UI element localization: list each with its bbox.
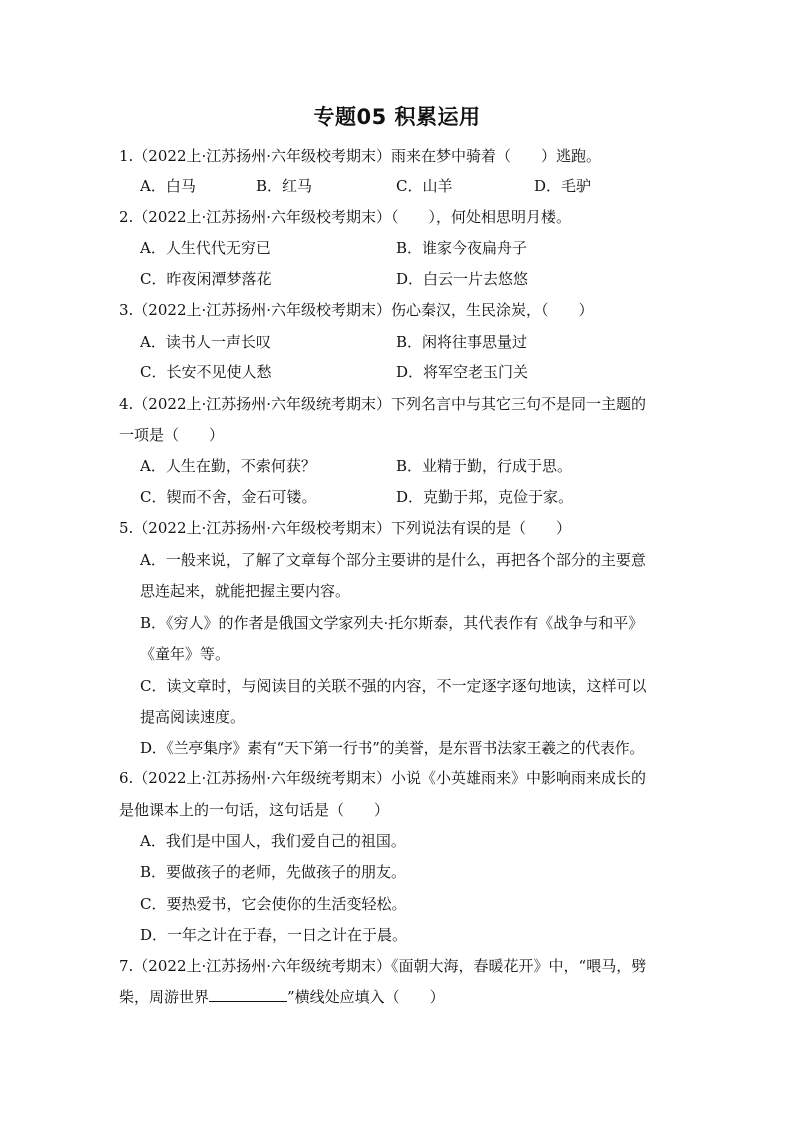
question-6-option-a: A．我们是中国人，我们爱自己的祖国。 xyxy=(140,832,406,850)
question-4-option-c: C．锲而不舍，金石可镂。 xyxy=(140,488,317,506)
question-4-stem-line-2: 一项是（ ） xyxy=(119,426,225,444)
question-1-option-c: C．山羊 xyxy=(396,177,453,195)
question-3-option-d: D．将军空老玉门关 xyxy=(396,363,529,381)
question-5-option-b-line-1: B．《穷人》的作者是俄国文学家列夫·托尔斯泰，其代表作有《战争与和平》 xyxy=(140,614,644,632)
question-2-option-c: C．昨夜闲潭梦落花 xyxy=(140,270,272,288)
question-5-option-d: D．《兰亭集序》素有“天下第一行书”的美誉，是东晋书法家王羲之的代表作。 xyxy=(140,739,645,757)
question-6-stem-line-1: 6.（2022上·江苏扬州·六年级统考期末）小说《小英雄雨来》中影响雨来成长的 xyxy=(119,769,647,787)
question-3-stem: 3.（2022上·江苏扬州·六年级校考期末）伤心秦汉，生民涂炭，（ ） xyxy=(119,301,594,319)
question-1-stem: 1.（2022上·江苏扬州·六年级校考期末）雨来在梦中骑着（ ）逃跑。 xyxy=(119,147,602,165)
question-3-option-c: C．长安不见使人愁 xyxy=(140,363,272,381)
question-4-option-b: B．业精于勤，行成于思。 xyxy=(396,457,573,475)
question-4-option-d: D．克勤于邦，克俭于家。 xyxy=(396,488,574,506)
question-7-stem-text-after-blank: ”横线处应填入（ ） xyxy=(287,988,445,1006)
question-7-stem-line-1: 7.（2022上·江苏扬州·六年级统考期末）《面朝大海，春暖花开》中，“喂马，劈 xyxy=(119,957,647,975)
question-4-stem-line-1: 4.（2022上·江苏扬州·六年级统考期末）下列名言中与其它三句不是同一主题的 xyxy=(119,395,647,413)
answer-blank-line xyxy=(209,987,287,1002)
question-2-stem: 2.（2022上·江苏扬州·六年级校考期末）（ ），何处相思明月楼。 xyxy=(119,208,572,226)
question-3-option-a: A．读书人一声长叹 xyxy=(140,333,271,351)
question-1-option-b: B．红马 xyxy=(256,177,313,195)
question-6-option-c: C．要热爱书，它会使你的生活变轻松。 xyxy=(140,895,407,913)
question-1-option-a: A．白马 xyxy=(140,177,196,195)
question-6-option-b: B．要做孩子的老师，先做孩子的朋友。 xyxy=(140,863,407,881)
question-6-option-d: D．一年之计在于春，一日之计在于晨。 xyxy=(140,926,408,944)
question-2-option-b: B．谁家今夜扁舟子 xyxy=(396,239,528,257)
page-title: 专题05 积累运用 xyxy=(313,105,481,129)
question-2-option-a: A．人生代代无穷已 xyxy=(140,239,271,257)
question-7-stem-line-2 xyxy=(119,987,679,1007)
question-6-stem-line-2: 是他课本上的一句话，这句话是（ ） xyxy=(119,801,390,819)
question-5-stem: 5.（2022上·江苏扬州·六年级校考期末）下列说法有误的是（ ） xyxy=(119,519,572,537)
question-4-option-a: A．人生在勤，不索何获？ xyxy=(140,457,316,475)
question-5-option-a-line-2: 思连起来，就能把握主要内容。 xyxy=(140,582,351,600)
question-3-option-b: B．闲将往事思量过 xyxy=(396,333,528,351)
question-5-option-c-line-2: 提高阅读速度。 xyxy=(140,708,246,726)
question-1-option-d: D．毛驴 xyxy=(534,177,592,195)
question-5-option-b-line-2: 《童年》等。 xyxy=(140,645,231,663)
question-7-stem-text-before-blank: 柴，周游世界 xyxy=(119,988,210,1006)
question-5-option-a-line-1: A．一般来说，了解了文章每个部分主要讲的是什么，再把各个部分的主要意 xyxy=(140,551,646,569)
question-5-option-c-line-1: C．读文章时，与阅读目的关联不强的内容，不一定逐字逐句地读，这样可以 xyxy=(140,677,647,695)
question-2-option-d: D．白云一片去悠悠 xyxy=(396,270,529,288)
